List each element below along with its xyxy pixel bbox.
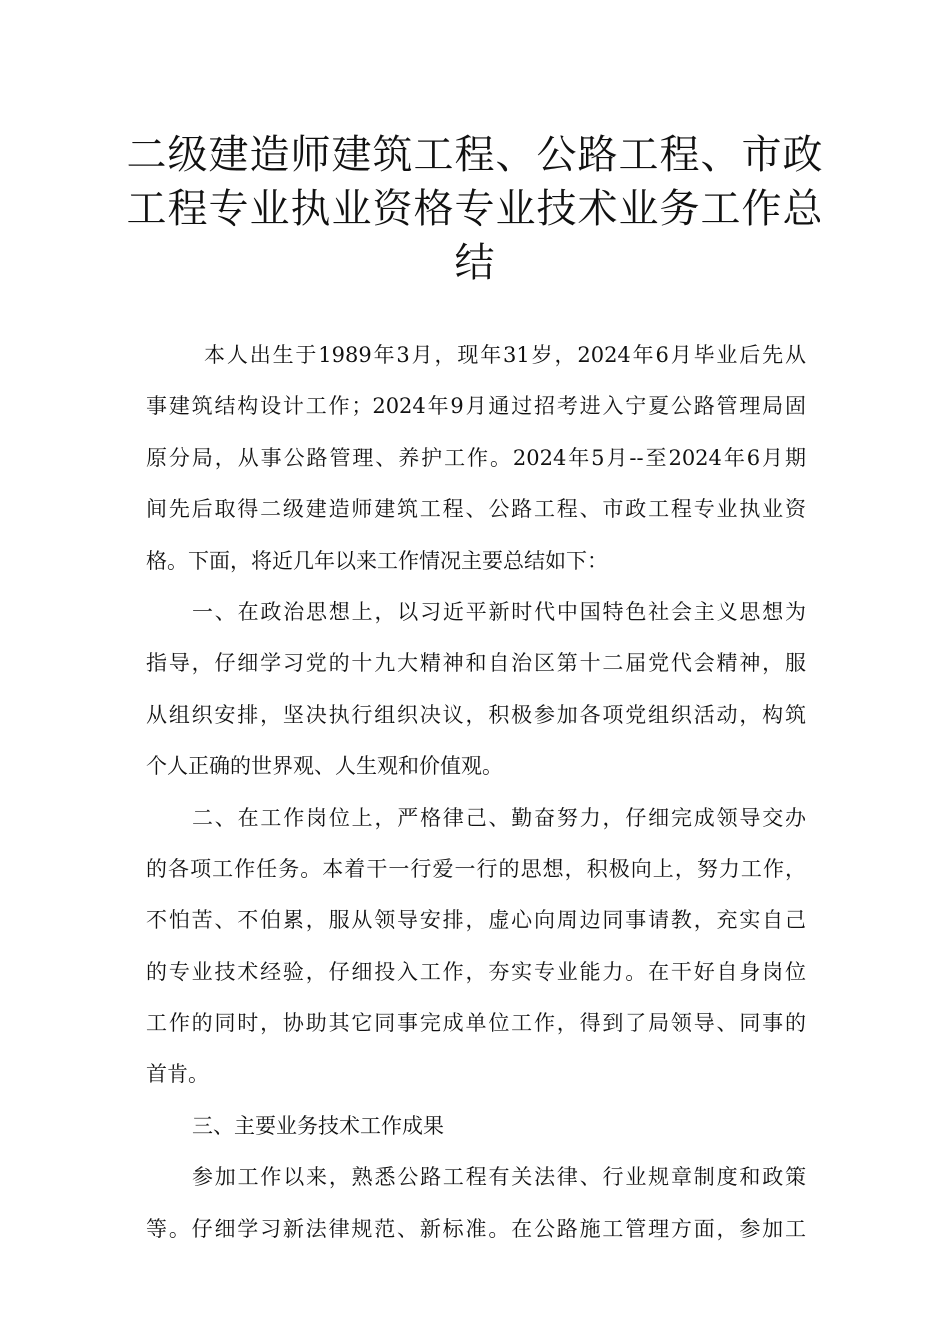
text-line: 等。仔细学习新法律规范、新标准。在公路施工管理方面，参加工	[146, 1216, 806, 1241]
text-line: 首肯。	[146, 1062, 209, 1087]
text-line: 三、主要业务技术工作成果	[192, 1113, 444, 1138]
title-line: 结	[454, 240, 496, 286]
title-line: 二级建造师建筑工程、公路工程、市政	[126, 132, 824, 178]
paragraph-achievements	[146, 1152, 806, 1255]
text-line: 间先后取得二级建造师建筑工程、公路工程、市政工程专业执业资	[146, 497, 806, 522]
text-line: 工作的同时，协助其它同事完成单位工作，得到了局领导、同事的	[146, 1011, 806, 1036]
title-line: 工程专业执业资格专业技术业务工作总	[126, 186, 824, 232]
text-line: 事建筑结构设计工作；2024年9月通过招考进入宁夏公路管理局固	[146, 394, 806, 419]
text-line: 参加工作以来，熟悉公路工程有关法律、行业规章制度和政策	[192, 1165, 806, 1190]
text-line: 一、在政治思想上，以习近平新时代中国特色社会主义思想为	[192, 599, 806, 624]
text-line: 从组织安排，坚决执行组织决议，积极参加各项党组织活动，构筑	[146, 702, 806, 727]
document-body	[146, 330, 806, 1255]
text-line: 指导，仔细学习党的十九大精神和自治区第十二届党代会精神，服	[146, 651, 806, 676]
text-line: 个人正确的世界观、人生观和价值观。	[146, 754, 503, 779]
text-line: 的各项工作任务。本着干一行爱一行的思想，积极向上，努力工作，	[146, 856, 806, 881]
paragraph-intro	[146, 330, 806, 587]
text-line: 格。下面，将近几年以来工作情况主要总结如下：	[146, 548, 608, 573]
document-title	[120, 128, 830, 290]
text-line: 本人出生于1989年3月，现年31岁，2024年6月毕业后先从	[204, 343, 806, 367]
section-heading	[146, 1101, 806, 1152]
paragraph-work	[146, 793, 806, 1101]
text-line: 的专业技术经验，仔细投入工作，夯实专业能力。在干好自身岗位	[146, 959, 806, 984]
text-line: 不怕苦、不伯累，服从领导安排，虚心向周边同事请教，充实自己	[146, 908, 806, 933]
text-line: 原分局，从事公路管理、养护工作。2024年5月--至2024年6月期	[146, 445, 806, 470]
text-line: 二、在工作岗位上，严格律己、勤奋努力，仔细完成领导交办	[192, 805, 806, 830]
paragraph-political	[146, 587, 806, 793]
